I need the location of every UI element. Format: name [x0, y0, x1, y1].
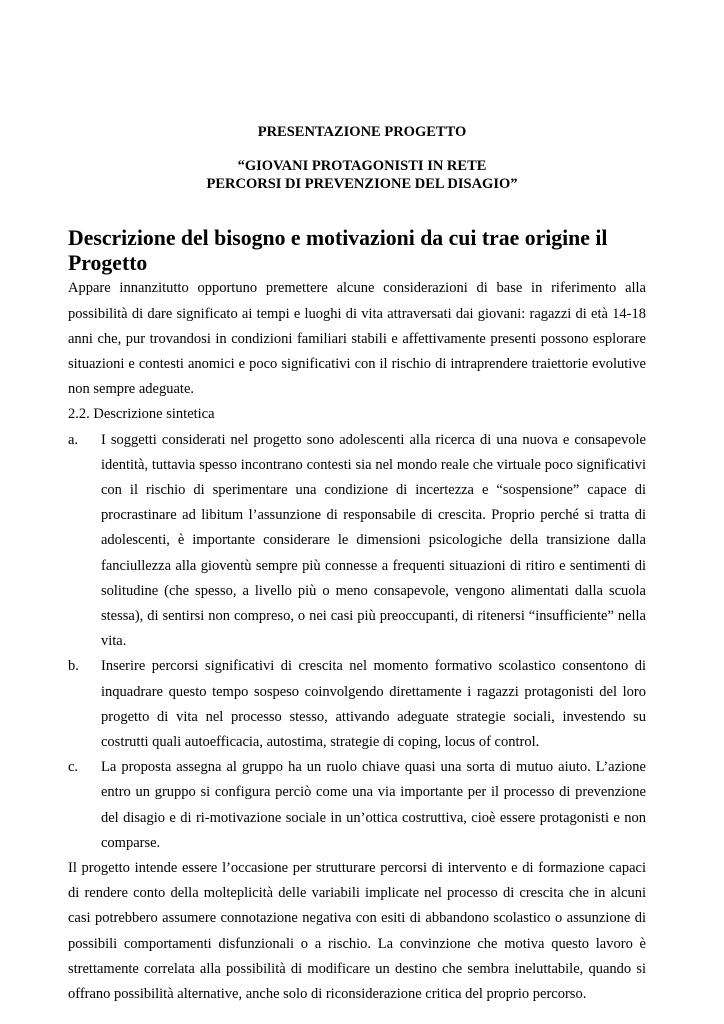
list-item-marker: b.	[68, 658, 79, 675]
list-item-marker: c.	[68, 759, 79, 776]
subsection-heading: 2.2. Descrizione sintetica	[68, 406, 215, 423]
list-item-text: Inserire percorsi significativi di crescita nel momento formativo scolastico consentono di inquadrare questo tempo sospeso coinvolgendo direttamente i ragazzi protagonisti del loro progetto di vita nel processo stesso, attivando adeguate strategie sociali, investendo su costrutti quali autoefficacia, autostima, strategie di coping, locus of control.	[101, 658, 646, 751]
project-name-line-1: “GIOVANI PROTAGONISTI IN RETE	[237, 158, 487, 174]
document-body	[68, 226, 646, 1007]
section-title: Descrizione del bisogno e motivazioni da cui trae origine il Progetto	[68, 226, 608, 276]
closing-paragraph: Il progetto intende essere l’occasione per strutturare percorsi di intervento e di formazione capaci di rendere conto della molteplicità delle variabili implicate nel processo di crescita che in alcuni casi potrebbero assumere connotazione negativa con esiti di abbandono scolastico o assunzione di possibili comportamenti disfunzionali o a rischio. La convinzione che motiva questo lavoro è strettamente correlata alla possibilità di modificare un destino che sembra ineluttabile, quando si offrano possibilità alternative, anche solo di riconsiderazione critica del proprio percorso.	[68, 860, 646, 1003]
project-name-line-2: PERCORSI DI PREVENZIONE DEL DISAGIO”	[206, 176, 518, 192]
item-list	[68, 428, 646, 856]
list-item-text: I soggetti considerati nel progetto sono adolescenti alla ricerca di una nuova e consapevole identità, tuttavia spesso incontrano contesti sia nel mondo reale che virtuale poco significativi con il rischio di sperimentare una condizione di incertezza e “sospensione” capace di procrastinare ad libitum l’assunzione di responsabile di crescita. Proprio perché si tratta di adolescenti, è importante considerare le dimensioni psicologiche della transizione dalla fanciullezza alla gioventù sempre più connesse a frequenti situazioni di ritiro e sentimenti di solitudine (che spesso, a livello più o meno consapevole, vengono alimentati dalla scuola stessa), di sentirsi non compreso, o nei casi più preoccupanti, di ritenersi “insufficiente” nella vita.	[101, 431, 646, 650]
intro-paragraph: Appare innanzitutto opportuno premettere alcune considerazioni di base in riferimento alla possibilità di dare significato ai tempi e luoghi di vita attraversati dai giovani: ragazzi di età 14-18 anni che, pur trovandosi in condizioni familiari stabili e affettivamente presenti possono esplorare situazioni e contesti anomici e poco significativi con il rischio di intraprendere traiettorie evolutive non sempre adeguate.	[68, 280, 646, 398]
list-item-marker: a.	[68, 431, 79, 448]
list-item	[68, 755, 646, 856]
list-item	[68, 654, 646, 755]
document-title: PRESENTAZIONE PROGETTO	[257, 124, 467, 140]
list-item-text: La proposta assegna al gruppo ha un ruolo chiave quasi una sorta di mutuo aiuto. L’azione entro un gruppo si configura perciò come una via importante per il processo di prevenzione del disagio e di ri-motivazione sociale in un’ottica costruttiva, cioè essere protagonisti e non comparse.	[101, 759, 646, 851]
list-item	[68, 428, 646, 655]
